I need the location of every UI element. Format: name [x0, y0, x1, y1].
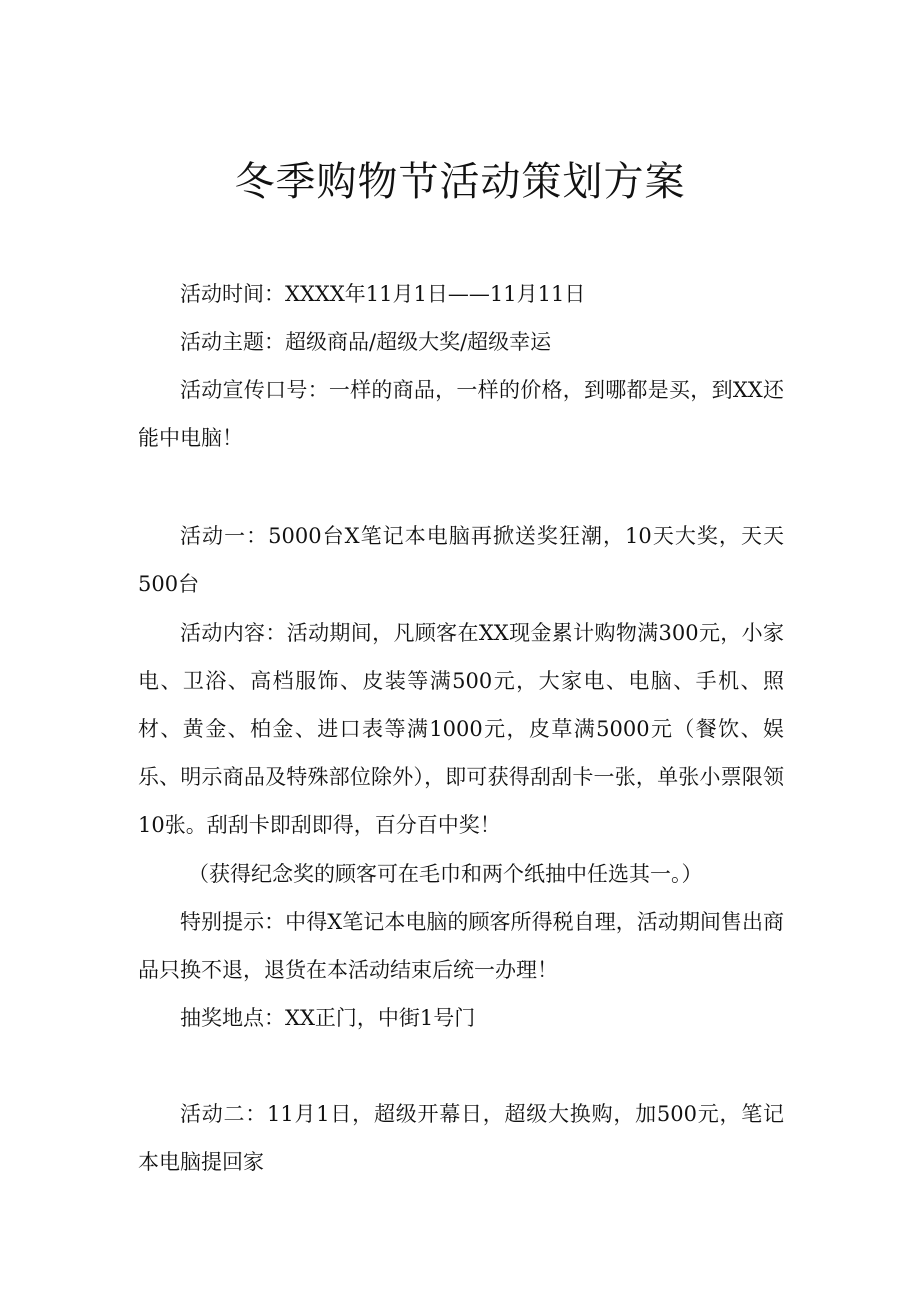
document-title: 冬季购物节活动策划方案 [234, 159, 686, 205]
activity-slogan-paragraph: 活动宣传口号：一样的商品，一样的价格，到哪都是买，到XX还能中电脑！ [138, 378, 784, 450]
activity-time-paragraph: 活动时间：XXXX年11月1日——11月11日 [180, 282, 586, 306]
activity-one-heading: 活动一：5000台X笔记本电脑再掀送奖狂潮，10天大奖，天天500台 [138, 524, 784, 596]
activity-content-paragraph: 活动内容：活动期间，凡顾客在XX现金累计购物满300元，小家电、卫浴、高档服饰、皮装等满500元，大家电、电脑、手机、照材、黄金、柏金、进口表等满1000元，皮草满5000元（餐饮、娱乐、明示商品及特殊部位除外），即可获得刮刮卡一张，单张小票限领10张。刮刮卡即刮即得，百分百中奖！ [138, 621, 784, 837]
souvenir-note-paragraph: （获得纪念奖的顾客可在毛巾和两个纸抽中任选其一。） [188, 862, 703, 886]
special-notice-paragraph: 特别提示：中得X笔记本电脑的顾客所得税自理，活动期间售出商品只换不退，退货在本活动结束后统一办理！ [138, 910, 784, 982]
activity-two-heading: 活动二：11月1日，超级开幕日，超级大换购，加500元，笔记本电脑提回家 [138, 1102, 784, 1174]
activity-theme-paragraph: 活动主题：超级商品/超级大奖/超级幸运 [180, 330, 552, 354]
lottery-location-paragraph: 抽奖地点：XX正门，中街1号门 [180, 1006, 476, 1030]
